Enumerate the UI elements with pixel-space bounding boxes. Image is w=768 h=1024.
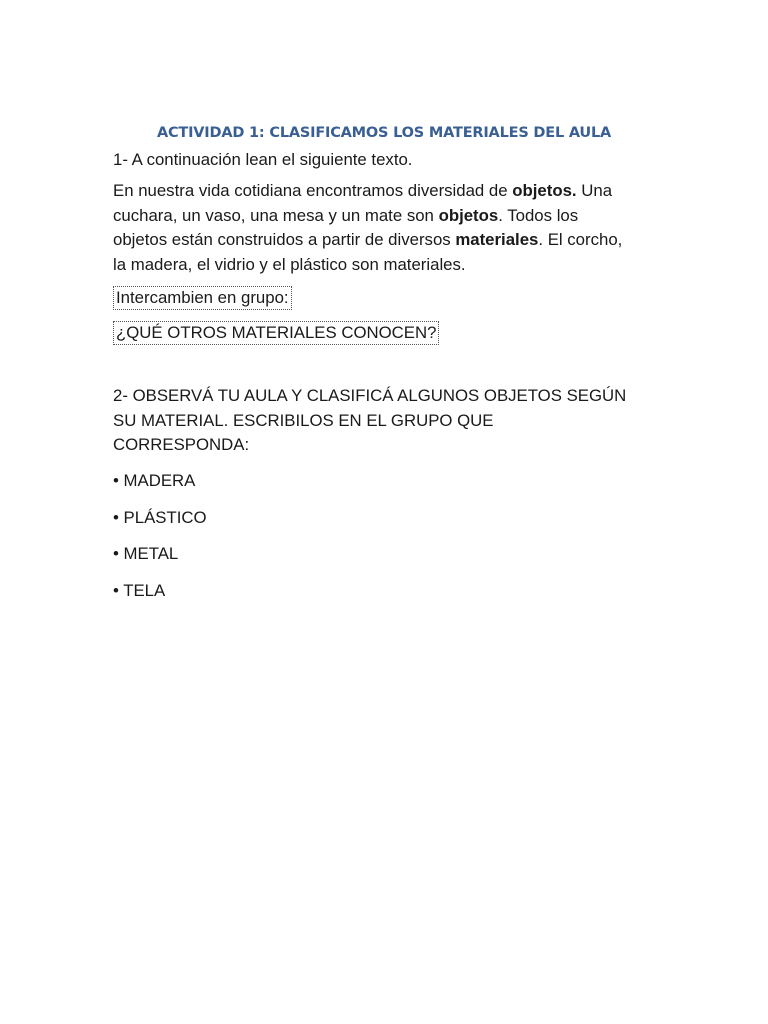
section-2-line-1: 2- OBSERVÁ TU AULA Y CLASIFICÁ ALGUNOS OBJETOS SEGÚN bbox=[113, 386, 627, 405]
section-2-line-3: CORRESPONDA: bbox=[113, 435, 250, 454]
page-title: ACTIVIDAD 1: CLASIFICAMOS LOS MATERIALES DEL AULA bbox=[156, 125, 612, 141]
bold-term: materiales bbox=[455, 230, 539, 249]
paragraph-line-2: cuchara, un vaso, una mesa y un mate son objetos. Todos los bbox=[113, 205, 579, 225]
reading-paragraph bbox=[113, 179, 661, 277]
intro-instruction: 1- A continuación lean el siguiente texto. bbox=[113, 150, 413, 169]
question-box: ¿QUÉ OTROS MATERIALES CONOCEN? bbox=[113, 321, 439, 345]
list-item-madera: • MADERA bbox=[113, 471, 196, 490]
paragraph-line-3: objetos están construidos a partir de diversos materiales. El corcho, bbox=[113, 230, 623, 249]
paragraph-line-1: En nuestra vida cotidiana encontramos diversidad de objetos. Una bbox=[113, 181, 613, 200]
bold-term: objetos bbox=[438, 205, 499, 225]
list-item-tela: • TELA bbox=[113, 581, 166, 600]
bold-term: objetos. bbox=[512, 181, 577, 200]
section-2-instruction bbox=[113, 384, 661, 458]
group-discussion-box: Intercambien en grupo: bbox=[113, 286, 292, 310]
list-item-metal: • METAL bbox=[113, 544, 179, 563]
paragraph-line-4: la madera, el vidrio y el plástico son materiales. bbox=[113, 254, 466, 274]
section-2-line-2: SU MATERIAL. ESCRIBILOS EN EL GRUPO QUE bbox=[113, 410, 494, 430]
list-item-plastico: • PLÁSTICO bbox=[113, 508, 207, 527]
